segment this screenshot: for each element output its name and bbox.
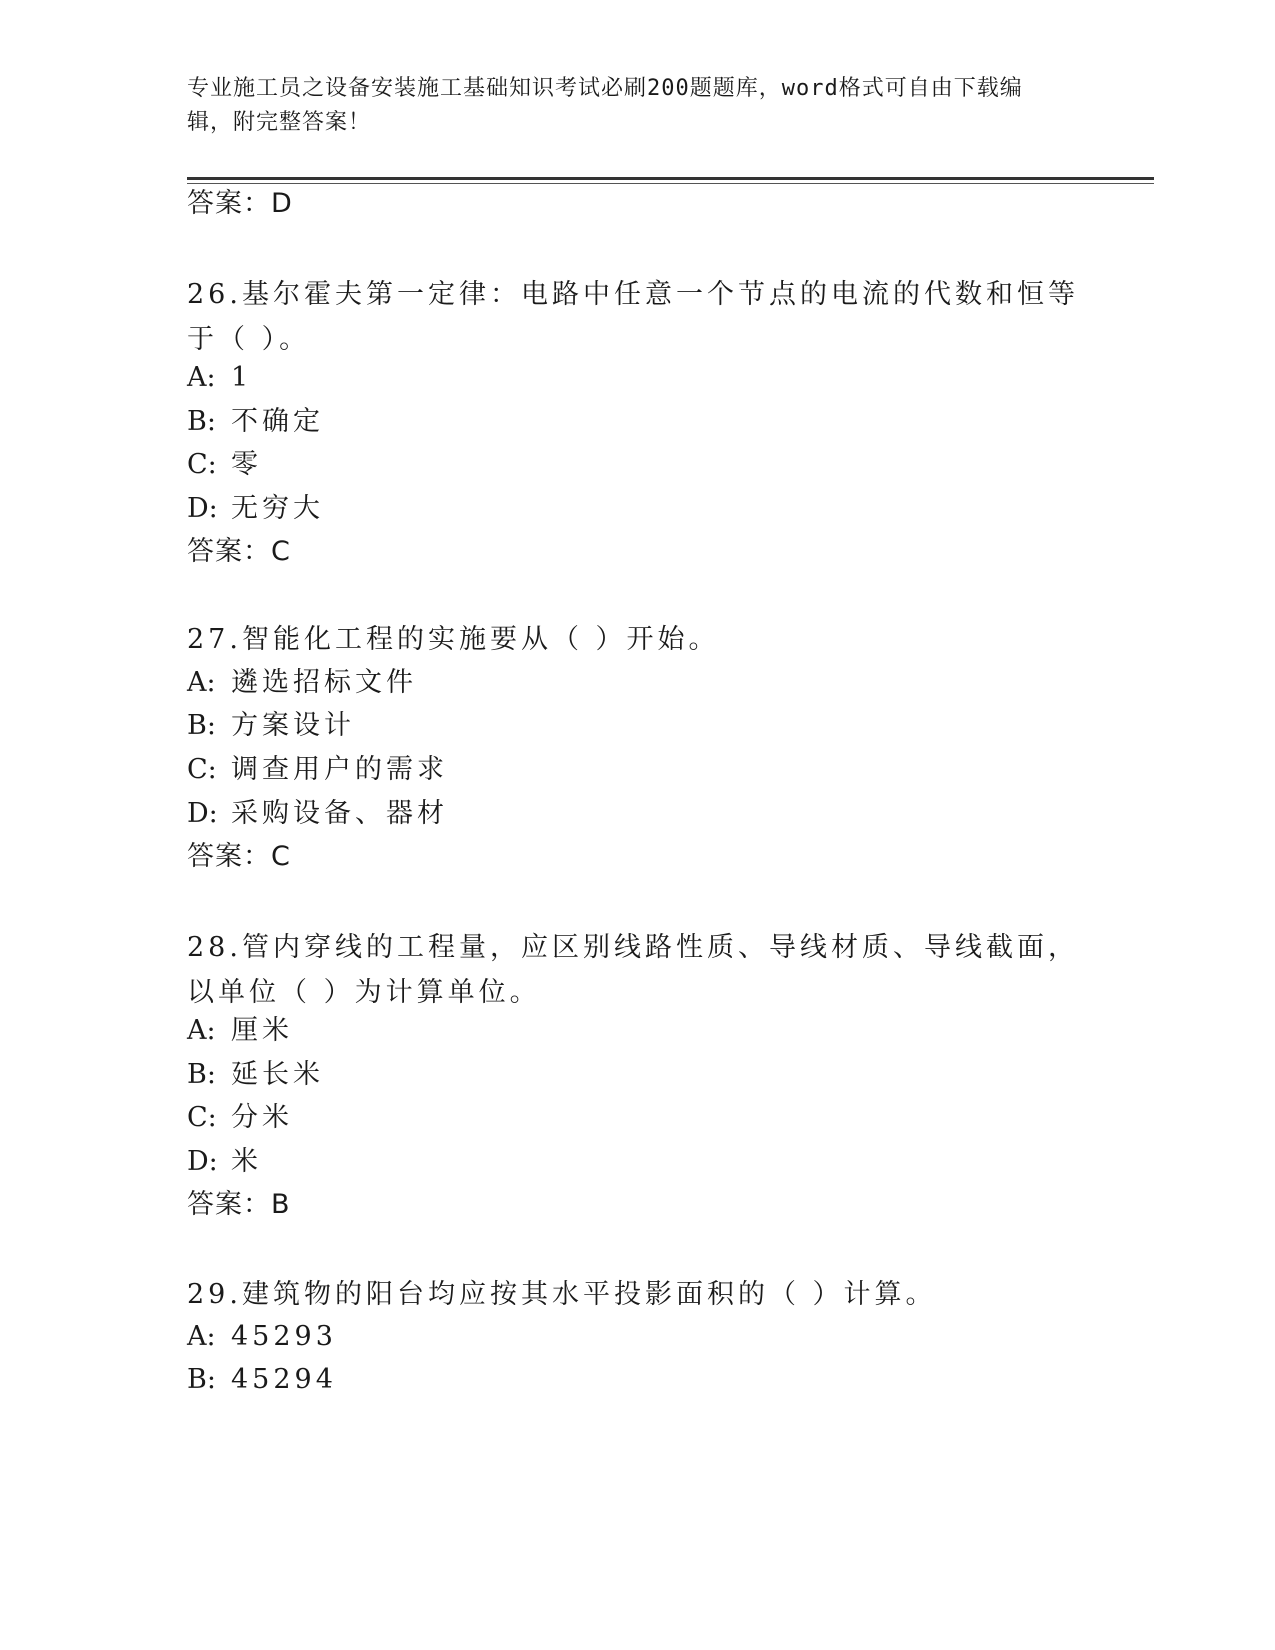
option-letter: A: [187,362,216,393]
header-divider [187,177,1154,180]
question-27-answer: 答案：C [187,841,291,872]
option-letter: B: [187,1059,216,1090]
question-29-option-a [187,1319,337,1355]
option-text: 米 [231,1146,262,1177]
option-letter: D: [187,493,218,524]
question-26-option-d [187,491,324,527]
question-26-option-c [187,447,262,483]
option-letter: C: [187,754,217,785]
option-text: 采购设备、器材 [231,798,448,829]
question-27-option-c [187,752,448,788]
option-letter: D: [187,798,218,829]
question-28-answer: 答案：B [187,1189,291,1220]
option-text: 分米 [231,1102,293,1133]
option-text: 遴选招标文件 [231,667,417,698]
question-26-option-b [187,404,324,440]
question-27-option-d [187,796,448,832]
question-28-option-d [187,1144,262,1180]
question-27-text: 27.智能化工程的实施要从（ ）开始。 [187,624,720,655]
option-letter: D: [187,1146,218,1177]
option-text: 延长米 [231,1059,324,1090]
question-28-option-a [187,1013,293,1049]
question-27-option-b [187,708,355,744]
option-text: 调查用户的需求 [231,754,448,785]
option-letter: A: [187,1015,216,1046]
option-text: 方案设计 [231,710,355,741]
option-letter: C: [187,1102,217,1133]
option-letter: A: [187,1321,216,1352]
answer-prev: 答案：D [187,188,293,219]
option-letter: A: [187,667,216,698]
question-26-answer: 答案：C [187,536,291,567]
question-29-text: 29.建筑物的阳台均应按其水平投影面积的（ ）计算。 [187,1279,937,1310]
document-page [187,0,1147,1650]
option-letter: B: [187,406,216,437]
option-text: 无穷大 [231,493,324,524]
option-text: 45294 [231,1364,337,1395]
option-text: 零 [231,449,262,480]
question-28-text: 28.管内穿线的工程量，应区别线路性质、导线材质、导线截面，以单位（ ）为计算单位。 [187,932,1079,1008]
option-letter: B: [187,710,216,741]
page-header: 专业施工员之设备安装施工基础知识考试必刷200题题库，word格式可自由下载编辑，附完整答案！ [187,76,1023,135]
option-text: 不确定 [231,406,324,437]
question-28-option-c [187,1100,293,1136]
option-letter: C: [187,449,217,480]
question-27-option-a [187,665,417,701]
question-26-text: 26.基尔霍夫第一定律：电路中任意一个节点的电流的代数和恒等于（ ）。 [187,279,1079,355]
question-26-option-a [187,360,252,396]
question-29-option-b [187,1362,337,1398]
question-28-option-b [187,1057,324,1093]
option-letter: B: [187,1364,216,1395]
option-text: 1 [231,362,253,393]
header-divider-thin [187,183,1154,184]
option-text: 厘米 [231,1015,293,1046]
option-text: 45293 [231,1321,337,1352]
